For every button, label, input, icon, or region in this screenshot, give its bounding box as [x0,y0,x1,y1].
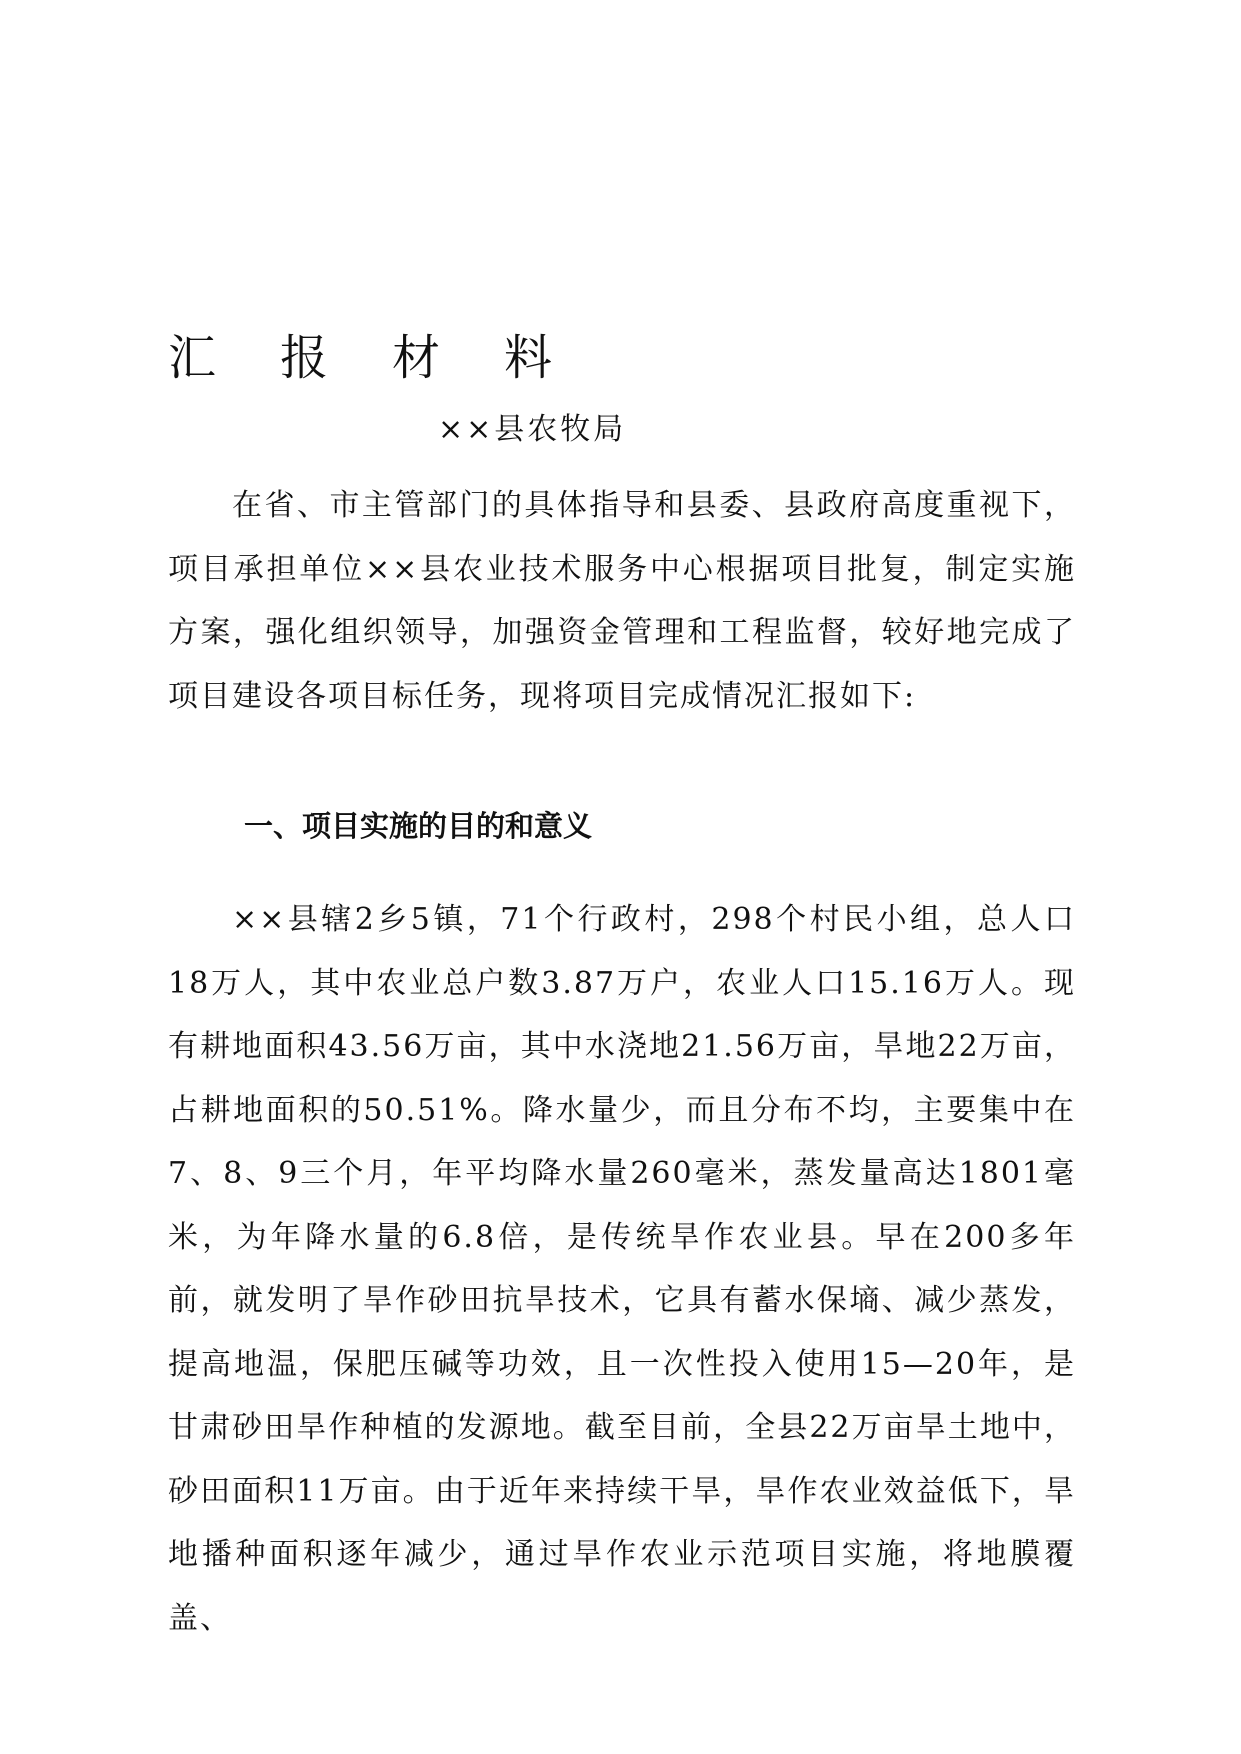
document-title: 汇报材料 [168,330,617,386]
author-line: ××县农牧局 [438,412,627,447]
section-paragraph: ××县辖2乡5镇，71个行政村，298个村民小组，总人口18万人，其中农业总户数3.87万户，农业人口15.16万人。现有耕地面积43.56万亩，其中水浇地21.56万亩，旱地22万亩，占耕地面积的50.51%。降水量少，而且分布不均，主要集中在7、8、9三个月，年平均降水量260毫米，蒸发量高达1801毫米，为年降水量的6.8倍，是传统旱作农业县。早在200多年前，就发明了旱作砂田抗旱技术，它具有蓄水保墒、减少蒸发，提高地温，保肥压碱等功效，且一次性投入使用15—20年，是甘肃砂田旱作种植的发源地。截至目前，全县22万亩旱土地中，砂田面积11万亩。由于近年来持续干旱，旱作农业效益低下，旱地播种面积逐年减少，通过旱作农业示范项目实施，将地膜覆盖、 [168,902,1076,1636]
intro-paragraph: 在省、市主管部门的具体指导和县委、县政府高度重视下，项目承担单位××县农业技术服务中心根据项目批复，制定实施方案，强化组织领导，加强资金管理和工程监督，较好地完成了项目建设各项目标任务，现将项目完成情况汇报如下: [168,488,1076,714]
section-heading: 一、项目实施的目的和意义 [244,809,593,843]
